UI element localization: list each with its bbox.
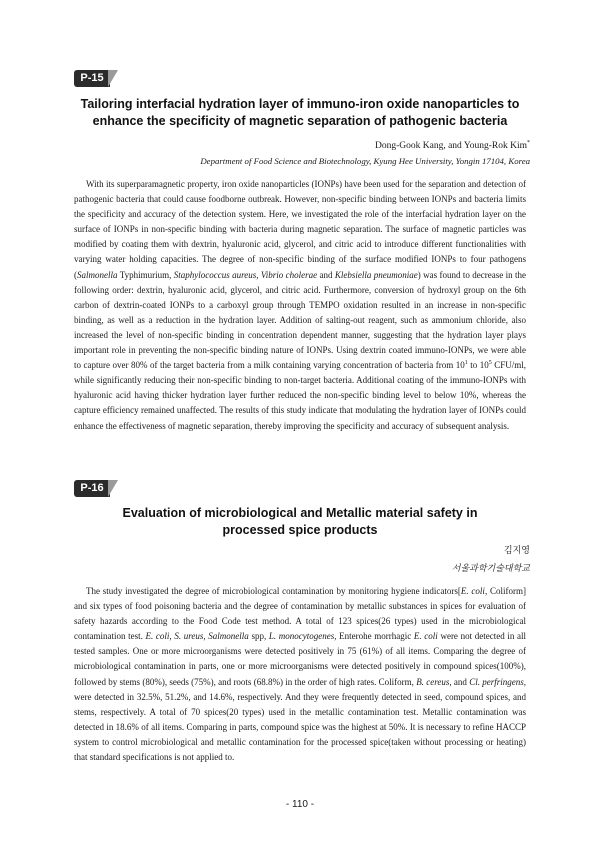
affiliation-p15: Department of Food Science and Biotechnology, Kyung Hee University, Yongin 17104, Korea [200,156,530,166]
page-number: - 110 - [285,799,315,810]
text: , Coliform] and six types of food poisoning bacteria and the degree of contamination by metallic substances in spices for evaluation of safety hazards according to the Food Code test method. A total of 123 spices(26 types) used in the microbiological contamination test. [74,586,526,642]
text: spp, [248,631,269,642]
abstract-title-p16 [70,505,530,539]
authors-p15 [375,137,530,152]
superscript: 5 [488,360,492,367]
affiliation-p16: 서울과학기술대학교 [451,564,530,574]
text-italic: B. cereus, [416,676,452,687]
text: The study investigated the degree of microbiological contamination by monitoring hygiene indicators[ [86,586,461,596]
superscript: 1 [464,360,468,367]
text-italic: Staphylococcus aureus, Vibrio cholerae [173,269,318,280]
author-mark: * [527,140,530,146]
badge-label: P-15 [74,70,110,87]
text-italic: E. coli [460,586,485,596]
text: ) was found to decrease in the following order: dextrin, hyaluronic acid, glycerol, and citric acid. Furthermore, conversion of hydroxyl group on the 6th carbon of dextrin-coated IONPs to a carboxyl group through TEMPO oxidation resulted in an increase in non-specific binding, as well as a reduction in the hydration layer. Addition of salting-out reagent, such as ammonium chloride, also increased the level of non-specific binding in concentration dependent manner, suggesting that the hydration layer plays important role in preventing the non-specific binding nature of IONPs. Using dextrin coated immuno-IONPs, we were able to capture over 80% of the target bacteria from a milk containing varying concentration of bacteria from 10 [74,269,526,371]
text: and [317,269,335,280]
text-italic: S. ureus, Salmonella [174,631,249,642]
text: CFU/ml, while significantly reducing their non-specific binding to non-target bacteria. Additional coating of the immuno-IONPs with hyaluronic acid having thicker hydration layer further reduced the non-specific binding level to below 10%, whereas the capture efficiency remained unaffected. The results of this study indicate that modulating the hydration layer of IONPs could enhance the effectiveness of magnetic separation, thereby improving the specificity and accuracy of subsequent analysis. [74,360,526,431]
abstract-body-p15 [74,177,526,434]
text: were not detected in all tested samples. One or more microorganisms were detected positively in 75 (61%) of all items. Comparing the degree of microbiological contamination in parts, one or more microorganisms were detected positively in compound spices(100%), followed by stems (80%), seeds (75%), and roots (68.8%) in the order of high rates. Coliform, [74,631,526,687]
text: and [451,676,470,687]
text: Typhimurium, [117,269,174,280]
text-italic: Salmonella [77,269,118,280]
abstract-body-p16 [74,584,526,765]
authors-text: Dong-Gook Kang, and Young-Rok Kim [375,141,527,152]
text-italic: Cl. perfringens, [469,676,526,687]
badge-slant [108,480,118,497]
text: , [169,631,175,642]
text-italic: L. monocytogenes, [268,631,337,642]
text-italic: E. coli [145,631,170,642]
text: to 10 [467,360,489,371]
title-line: processed spice products [222,523,378,537]
text: were detected in 32.5%, 51.2%, and 14.6%, respectively. And they were frequently detected in seed, compound spices, and stems, respectively. A total of 70 spices(20 types) used in the metallic contamination test. Metallic contamination was detected in 18.6% of all items. Comparing in parts, compound spice was the highest at 50%. It is necessary to refine HACCP system to control microbiological and metallic contamination for the processed spice(taken without processing or heating) that standard specifications is not applied to. [74,691,526,763]
abstract-title-p15 [70,96,530,130]
text: With its superparamagnetic property, iron oxide nanoparticles (IONPs) have been used for the separation and detection of pathogenic bacteria that could cause foodborne outbreak. However, non-specific binding between IONPs and bacteria limits the specificity and accuracy of the detection system. Here, we investigated the role of the interfacial hydration layer on the surface of IONPs in non-specific binding with bacteria during magnetic separation. The surface of magnetic particles was modified by coating them with dextrin, hyaluronic acid, glycerol, and citric acid to introduce different functionalities with varying water holding capacities. The degree of non-specific binding of the surface modified IONPs to four pathogens ( [74,179,526,280]
text-italic: Klebsiella pneumoniae [334,269,418,280]
text: Enterohe morrhagic [336,631,414,642]
abstract-badge-p15 [74,70,120,87]
abstract-badge-p16 [74,480,120,497]
title-line: Evaluation of microbiological and Metallic material safety in [122,506,478,520]
badge-label: P-16 [74,480,110,497]
title-line: Tailoring interfacial hydration layer of immuno-iron oxide nanoparticles to [80,97,520,111]
authors-p16: 김지영 [503,546,530,556]
title-line: enhance the specificity of magnetic separation of pathogenic bacteria [92,114,508,128]
badge-slant [108,70,118,87]
text-italic: E. coli [413,631,438,642]
